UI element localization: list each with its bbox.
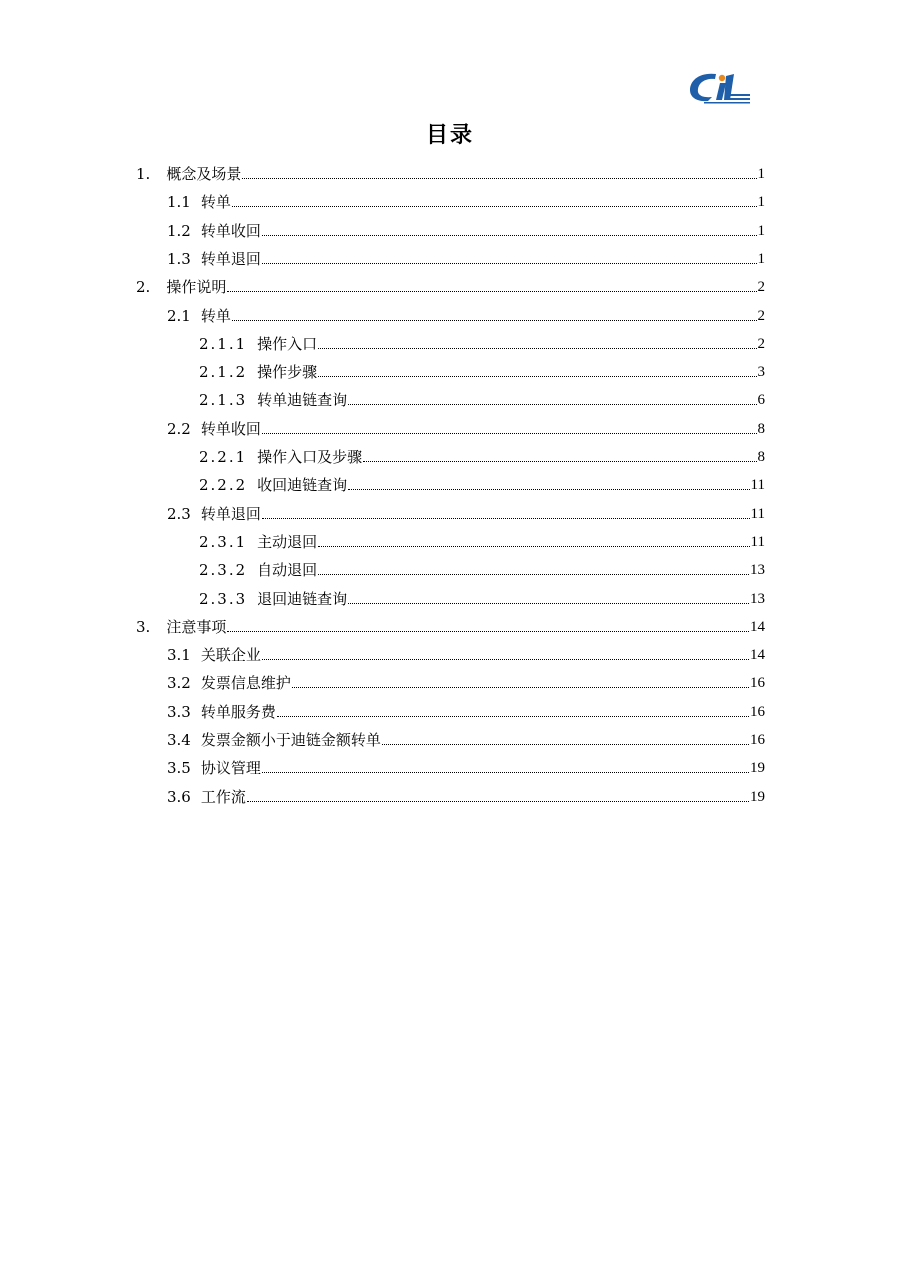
toc-entry-page: 19 (750, 760, 765, 777)
toc-entry-number: 2.1 (167, 306, 191, 325)
company-logo-icon (686, 70, 754, 104)
toc-entry-title: 操作入口 (257, 334, 318, 353)
toc-entry[interactable] (167, 722, 765, 750)
toc-entry[interactable] (136, 156, 765, 184)
toc-leader-dots (318, 573, 749, 575)
toc-entry-title: 注意事项 (166, 617, 227, 636)
toc-entry-page: 16 (750, 675, 765, 692)
toc-entry-page: 6 (757, 392, 765, 409)
toc-entry[interactable] (167, 213, 765, 241)
toc-entry-page: 3 (757, 364, 765, 381)
toc-entry-title: 转单 (200, 306, 231, 325)
toc-leader-dots (318, 375, 756, 377)
toc-entry-page: 8 (757, 420, 765, 437)
toc-entry-number: 2.3.1 (199, 532, 248, 551)
toc-entry-title: 协议管理 (200, 759, 261, 778)
toc-entry-page: 11 (750, 477, 765, 494)
toc-entry-title: 概念及场景 (166, 165, 242, 183)
toc-entry-page: 11 (750, 505, 765, 522)
toc-entry-number: 2. (136, 278, 151, 297)
toc-entry-title: 转单退回 (200, 504, 261, 523)
toc-entry[interactable] (167, 411, 765, 439)
toc-entry[interactable] (167, 750, 765, 778)
toc-entry-title: 退回迪链查询 (257, 589, 348, 608)
toc-leader-dots (227, 290, 756, 292)
toc-entry-title: 发票信息维护 (200, 674, 291, 693)
toc-entry[interactable] (199, 439, 765, 467)
toc-entry[interactable] (199, 326, 765, 354)
toc-entry[interactable] (199, 382, 765, 410)
toc-entry-page: 1 (757, 194, 765, 211)
toc-entry-title: 主动退回 (257, 532, 318, 551)
toc-leader-dots (232, 205, 757, 207)
toc-leader-dots (262, 262, 757, 264)
toc-entry-title: 转单迪链查询 (257, 391, 348, 410)
toc-entry-title: 操作入口及步骤 (257, 448, 363, 466)
toc-entry-title: 工作流 (200, 787, 246, 806)
toc-entry[interactable] (199, 467, 765, 495)
toc-entry[interactable] (167, 184, 765, 212)
toc-entry-title: 操作步骤 (257, 363, 318, 382)
toc-entry-title: 关联企业 (200, 646, 261, 665)
toc-entry-page: 2 (757, 335, 765, 352)
toc-entry-title: 转单收回 (200, 419, 261, 438)
toc-entry-page: 2 (757, 279, 765, 296)
toc-entry-page: 16 (750, 732, 765, 748)
toc-entry-title: 转单收回 (200, 221, 261, 240)
toc-entry-page: 1 (757, 222, 765, 239)
toc-entry-page: 1 (757, 166, 765, 182)
toc-entry-title: 转单 (200, 193, 231, 212)
toc-entry-title: 自动退回 (257, 561, 318, 580)
toc-leader-dots (232, 319, 757, 321)
toc-leader-dots (318, 347, 756, 349)
toc-entry-number: 2.2.2 (199, 476, 248, 495)
toc-entry[interactable] (167, 779, 765, 807)
toc-entry[interactable] (136, 609, 765, 637)
toc-entry-number: 2.3 (167, 504, 191, 523)
toc-leader-dots (242, 177, 756, 179)
toc-entry-number: 3.3 (167, 702, 191, 721)
toc-entry-page: 16 (750, 703, 765, 720)
toc-leader-dots (348, 488, 749, 490)
toc-leader-dots (262, 234, 757, 236)
toc-leader-dots (262, 517, 750, 519)
toc-entry-number: 2.3.3 (199, 589, 248, 608)
toc-entry-title: 转单退回 (200, 249, 261, 268)
toc-entry[interactable] (199, 552, 765, 580)
toc-entry-title: 操作说明 (166, 278, 227, 297)
toc-entry-number: 2.1.1 (199, 334, 248, 353)
toc-entry-title: 收回迪链查询 (257, 476, 348, 495)
toc-leader-dots (292, 686, 749, 688)
toc-entry[interactable] (167, 496, 765, 524)
toc-entry-page: 11 (750, 533, 765, 550)
toc-entry-number: 3.6 (167, 787, 191, 806)
toc-entry-number: 2.3.2 (199, 561, 248, 580)
toc-entry[interactable] (167, 665, 765, 693)
toc-entry[interactable] (167, 694, 765, 722)
toc-leader-dots (247, 800, 749, 802)
toc-entry-page: 13 (750, 590, 765, 607)
toc-entry-number: 1. (136, 165, 151, 183)
toc-leader-dots (348, 403, 756, 405)
toc-leader-dots (262, 432, 757, 434)
toc-entry-number: 1.1 (167, 193, 191, 212)
toc-leader-dots (227, 630, 749, 632)
toc-entry[interactable] (199, 581, 765, 609)
toc-entry-number: 1.2 (167, 221, 191, 240)
toc-entry-number: 1.3 (167, 249, 191, 268)
toc-entry-number: 3.1 (167, 646, 191, 665)
toc-leader-dots (348, 602, 749, 604)
toc-entry-number: 3.2 (167, 674, 191, 693)
toc-entry[interactable] (167, 241, 765, 269)
toc-entry-page: 2 (757, 307, 765, 324)
toc-leader-dots (262, 658, 749, 660)
toc-entry-number: 3. (136, 617, 151, 636)
toc-entry-page: 14 (750, 618, 765, 635)
toc-entry[interactable] (136, 269, 765, 297)
toc-entry-number: 2.2.1 (199, 448, 248, 466)
toc-entry-title: 发票金额小于迪链金额转单 (200, 731, 381, 749)
toc-entry-number: 2.1.3 (199, 391, 248, 410)
page-title: 目录 (425, 123, 474, 148)
toc-entry-page: 19 (750, 788, 765, 805)
toc-entry-number: 3.5 (167, 759, 191, 778)
toc-entry-page: 14 (750, 647, 765, 664)
toc-leader-dots (277, 715, 749, 717)
toc-entry-number: 2.1.2 (199, 363, 248, 382)
toc-entry-page: 8 (757, 449, 765, 465)
toc-entry-title: 转单服务费 (200, 702, 276, 721)
toc-leader-dots (382, 743, 749, 745)
toc-entry[interactable] (199, 524, 765, 552)
toc-entry[interactable] (199, 354, 765, 382)
toc-entry[interactable] (167, 298, 765, 326)
toc-entry[interactable] (167, 637, 765, 665)
toc-entry-page: 1 (757, 250, 765, 267)
toc-entry-number: 3.4 (167, 731, 191, 749)
toc-leader-dots (262, 771, 749, 773)
toc-entry-number: 2.2 (167, 419, 191, 438)
toc-entry-page: 13 (750, 562, 765, 579)
toc-leader-dots (318, 545, 749, 547)
toc-leader-dots (363, 460, 756, 462)
